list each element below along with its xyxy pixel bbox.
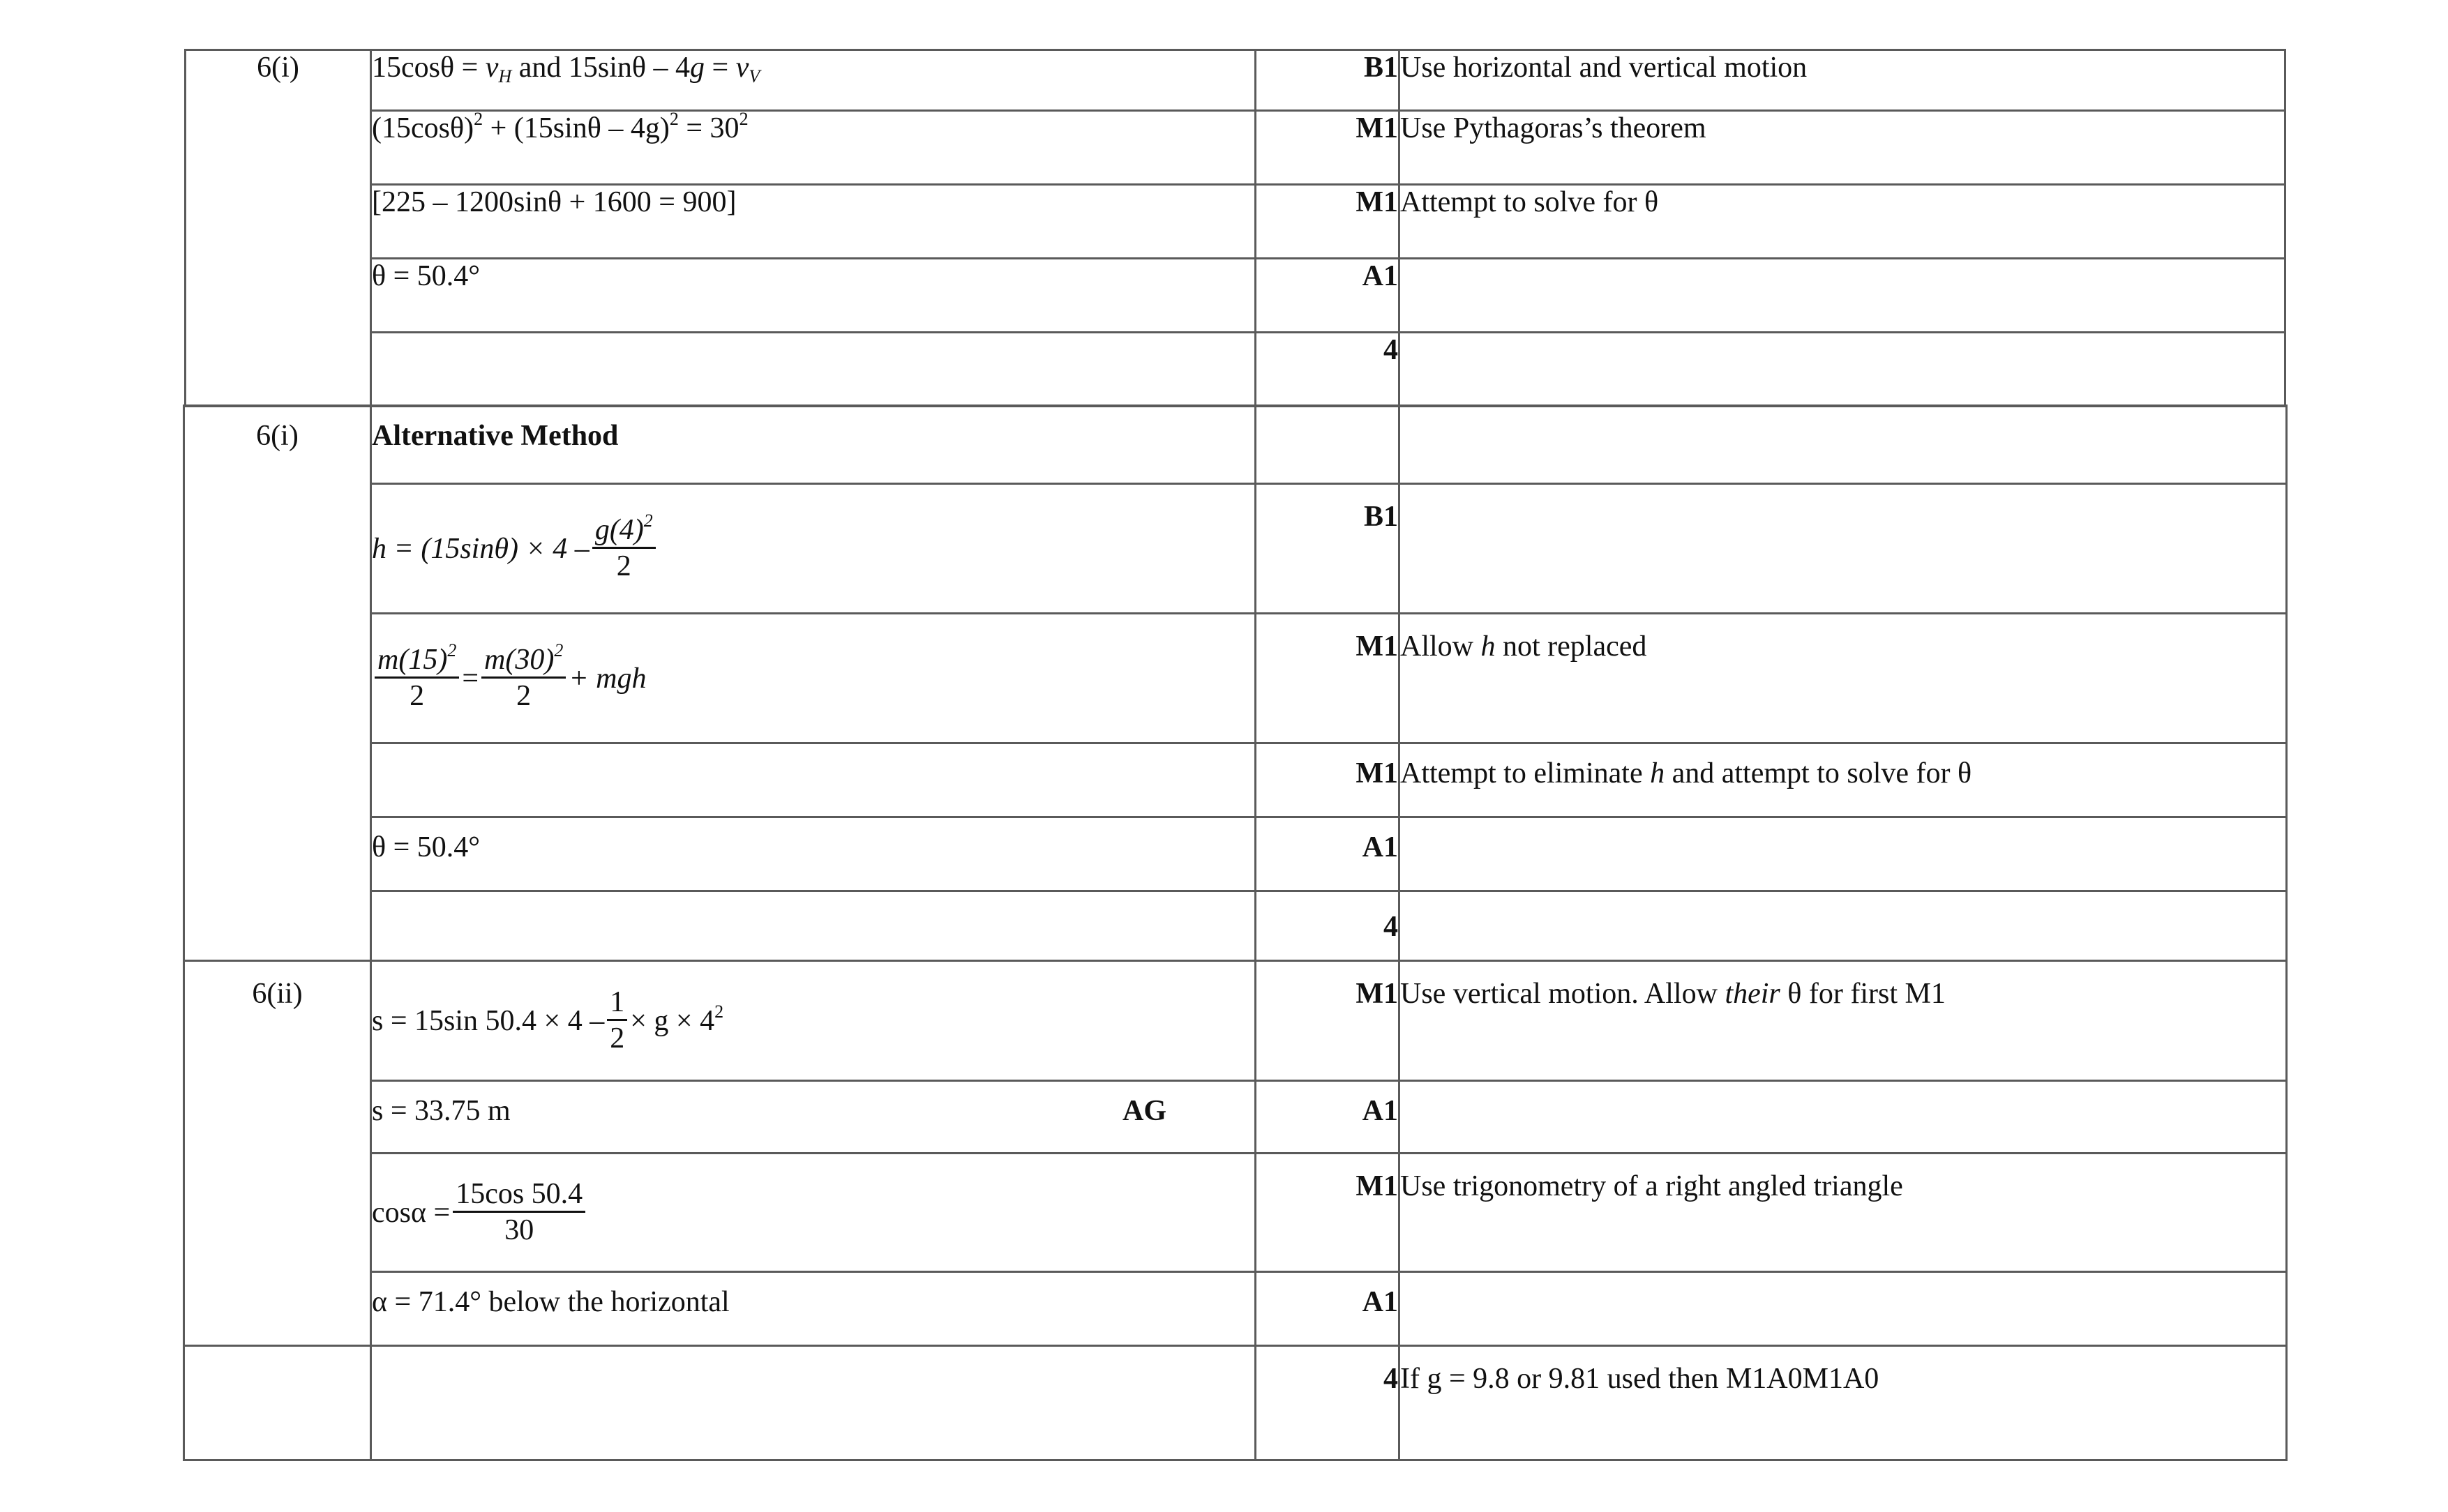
eq-text — [372, 532, 590, 566]
question-number: 6(ii) — [184, 961, 371, 1346]
table-row — [184, 406, 2287, 484]
fraction-numerator — [481, 640, 566, 679]
question-number: 6(i) — [184, 406, 371, 961]
fraction — [592, 510, 656, 584]
answer-cell — [371, 111, 1256, 185]
table-row — [184, 1081, 2287, 1154]
guidance-cell — [1399, 1081, 2287, 1154]
fraction-denominator: 2 — [616, 550, 631, 582]
guidance-cell — [1399, 406, 2287, 484]
answer-cell — [371, 1154, 1256, 1272]
mark-cell: M1 — [1256, 1154, 1399, 1272]
mark-table-method-2 — [183, 405, 2288, 1461]
guidance-cell: If g = 9.8 or 9.81 used then M1A0M1A0 — [1399, 1346, 2287, 1460]
eq-sup: 2 — [474, 109, 483, 129]
guidance-cell — [1399, 743, 2287, 817]
answer-cell — [371, 743, 1256, 817]
guidance-cell: Use horizontal and vertical motion — [1399, 50, 2285, 111]
answer-cell — [371, 50, 1256, 111]
fraction-numerator: 1 — [607, 985, 627, 1021]
fraction — [453, 1177, 585, 1248]
table-row — [184, 817, 2287, 891]
eq-sup: 2 — [554, 640, 564, 660]
guidance-cell — [1399, 961, 2287, 1081]
eq-sup: 2 — [643, 510, 653, 531]
guidance-cell — [1399, 484, 2287, 614]
fraction-numerator — [375, 640, 459, 679]
eq-sub: H — [498, 66, 512, 86]
answer-cell — [371, 484, 1256, 614]
eq-text: 15cosθ = — [372, 52, 486, 84]
eq-text: = 30 — [678, 112, 739, 144]
mark-cell — [1256, 406, 1399, 484]
fraction-denominator: 30 — [504, 1214, 534, 1246]
guidance-cell — [1399, 817, 2287, 891]
mark-cell: M1 — [1256, 961, 1399, 1081]
question-number — [184, 1346, 371, 1460]
mark-cell: B1 — [1256, 484, 1399, 614]
guidance-text: Attempt to eliminate — [1400, 757, 1651, 789]
answer-cell — [371, 1081, 1256, 1154]
answer-cell — [371, 614, 1256, 743]
table-row — [186, 185, 2285, 259]
eq-text: m(15) — [377, 643, 448, 676]
guidance-cell — [1399, 259, 2285, 333]
answer-text: s = 33.75 m — [372, 1095, 511, 1127]
eq-sup: 2 — [739, 109, 749, 129]
eq-text — [630, 1001, 724, 1038]
mark-cell: B1 — [1256, 50, 1399, 111]
eq-text: m(30) — [484, 643, 555, 676]
table-row — [184, 961, 2287, 1081]
eq-text: and 15sinθ – 4 — [511, 52, 691, 84]
eq-sup: 2 — [714, 1001, 724, 1022]
guidance-text: Allow — [1400, 630, 1481, 663]
answer-cell — [371, 961, 1256, 1081]
guidance-cell: Use trigonometry of a right angled triangle — [1399, 1154, 2287, 1272]
fraction-denominator: 2 — [610, 1022, 625, 1054]
guidance-cell — [1399, 614, 2287, 743]
answer-given-badge: AG — [1122, 1095, 1166, 1127]
mark-cell: M1 — [1256, 743, 1399, 817]
mark-cell: A1 — [1256, 817, 1399, 891]
fraction — [481, 640, 566, 714]
table-row — [184, 743, 2287, 817]
eq-sup: 2 — [447, 640, 457, 660]
guidance-cell: Use Pythagoras’s theorem — [1399, 111, 2285, 185]
answer-cell: θ = 50.4° — [371, 817, 1256, 891]
guidance-text: h — [1480, 630, 1496, 663]
eq-var: v — [485, 52, 499, 84]
guidance-text: not replaced — [1495, 630, 1647, 663]
eq-text: + (15sinθ – 4g) — [483, 112, 670, 144]
eq-text: cosα = — [372, 1196, 451, 1229]
fraction-denominator: 2 — [410, 679, 425, 712]
total-mark-cell: 4 — [1256, 1346, 1399, 1460]
eq-text: s = 15sin 50.4 × 4 – — [372, 1004, 605, 1037]
mark-cell: M1 — [1256, 185, 1399, 259]
fraction-numerator — [592, 510, 656, 549]
guidance-text: h — [1650, 757, 1665, 789]
total-mark-cell: 4 — [1256, 333, 1399, 407]
guidance-text: θ for first M1 — [1780, 978, 1946, 1010]
mark-cell: M1 — [1256, 614, 1399, 743]
fraction-denominator: 2 — [516, 679, 532, 712]
eq-text: = — [705, 52, 736, 84]
guidance-cell — [1399, 333, 2285, 407]
guidance-text: their — [1725, 978, 1780, 1010]
mark-cell: A1 — [1256, 1081, 1399, 1154]
table-row — [184, 614, 2287, 743]
answer-cell: [225 – 1200sinθ + 1600 = 900] — [371, 185, 1256, 259]
eq-text: = — [462, 662, 479, 695]
eq-text: × g × 4 — [630, 1004, 715, 1037]
fraction — [375, 640, 459, 714]
answer-cell — [371, 1346, 1256, 1460]
mark-cell: A1 — [1256, 1272, 1399, 1346]
alternative-method-heading: Alternative Method — [371, 406, 1256, 484]
table-row — [186, 333, 2285, 407]
fraction-numerator: 15cos 50.4 — [453, 1177, 585, 1213]
eq-text: (15cosθ) — [372, 112, 474, 144]
table-row — [184, 1346, 2287, 1460]
fraction — [607, 985, 627, 1057]
guidance-cell: Attempt to solve for θ — [1399, 185, 2285, 259]
answer-cell: α = 71.4° below the horizontal — [371, 1272, 1256, 1346]
table-row — [186, 111, 2285, 185]
mark-cell: M1 — [1256, 111, 1399, 185]
mark-cell: A1 — [1256, 259, 1399, 333]
eq-var: g — [690, 52, 705, 84]
mark-table-method-1 — [184, 49, 2286, 407]
eq-text: g(4) — [594, 513, 644, 546]
table-row — [184, 484, 2287, 614]
table-row — [184, 891, 2287, 961]
total-mark-cell: 4 — [1256, 891, 1399, 961]
guidance-text: Use vertical motion. Allow — [1400, 978, 1725, 1010]
table-row — [186, 50, 2285, 111]
table-row — [184, 1154, 2287, 1272]
answer-cell — [371, 891, 1256, 961]
table-row — [184, 1272, 2287, 1346]
guidance-text: and attempt to solve for θ — [1665, 757, 1972, 789]
question-number: 6(i) — [186, 50, 371, 407]
h-equation-left: h = (15sinθ) × 4 – — [372, 532, 590, 565]
guidance-cell — [1399, 1272, 2287, 1346]
eq-sub: V — [749, 66, 760, 86]
answer-cell: θ = 50.4° — [371, 259, 1256, 333]
eq-sup: 2 — [669, 109, 679, 129]
eq-var: v — [735, 52, 749, 84]
answer-cell — [371, 333, 1256, 407]
guidance-cell — [1399, 891, 2287, 961]
eq-text: + mgh — [569, 662, 647, 695]
table-row — [186, 259, 2285, 333]
